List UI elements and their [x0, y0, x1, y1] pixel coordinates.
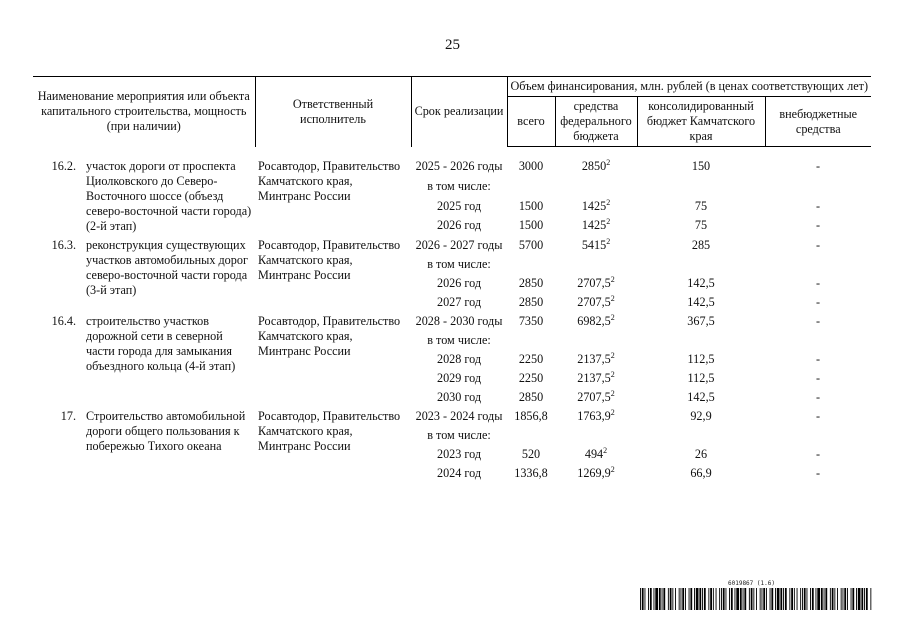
footnote-marker: 2	[603, 445, 608, 455]
item-responsible: Росавтодор, Правительство Камчатского края, Минтранс России	[258, 238, 401, 282]
total-cell: 1336,8	[514, 466, 548, 480]
header-responsible: Ответственный исполнитель	[255, 77, 411, 147]
total-cell: 520	[521, 447, 541, 461]
federal-cell	[555, 426, 637, 445]
federal-value: 2707,5	[577, 276, 611, 290]
total-cell	[507, 177, 555, 197]
regional-cell	[637, 426, 765, 445]
footnote-marker: 2	[606, 157, 611, 167]
extra-cell: -	[815, 295, 821, 309]
extra-cell: -	[815, 390, 821, 404]
period-cell: 2028 год	[436, 352, 482, 366]
federal-cell	[555, 445, 637, 464]
extra-cell: -	[815, 198, 821, 213]
item-responsible: Росавтодор, Правительство Камчатского края, Минтранс России	[258, 314, 401, 358]
item-number: 16.4.	[51, 314, 76, 328]
footnote-marker: 2	[606, 217, 611, 227]
header-financing: Объем финансирования, млн. рублей (в ценах соответствующих лет)	[507, 77, 871, 97]
period-cell: в том числе:	[427, 333, 491, 347]
regional-cell: 112,5	[687, 352, 715, 366]
total-cell	[507, 331, 555, 350]
financing-table-wrap	[33, 76, 871, 483]
federal-value: 2707,5	[577, 390, 611, 404]
federal-cell	[555, 197, 637, 217]
total-cell: 2250	[518, 352, 544, 366]
extra-cell	[765, 255, 871, 274]
footnote-marker: 2	[610, 407, 615, 417]
footnote-marker: 2	[606, 197, 611, 207]
item-number: 17.	[60, 409, 76, 423]
federal-value: 2137,5	[577, 352, 611, 366]
footnote-marker: 2	[610, 312, 615, 322]
period-cell: 2029 год	[436, 371, 482, 385]
federal-cell	[555, 350, 637, 369]
header-federal: средства федерального бюджета	[555, 97, 637, 147]
regional-cell: 112,5	[687, 371, 715, 385]
total-cell	[507, 255, 555, 274]
federal-value: 1425	[581, 198, 607, 213]
federal-value: 2137,5	[577, 371, 611, 385]
header-total: всего	[507, 97, 555, 147]
regional-cell: 66,9	[690, 466, 712, 480]
period-cell: в том числе:	[427, 178, 491, 193]
footnote-marker: 2	[610, 369, 615, 379]
table-row	[33, 157, 871, 177]
footnote-marker: 2	[610, 293, 615, 303]
federal-cell	[555, 236, 637, 255]
regional-cell	[637, 331, 765, 350]
item-cell	[33, 157, 255, 236]
federal-cell	[555, 274, 637, 293]
extra-cell	[765, 426, 871, 445]
extra-cell: -	[815, 371, 821, 385]
regional-cell	[637, 177, 765, 197]
header-name: Наименование мероприятия или объекта капитального строительства, мощность (при наличии)	[33, 77, 255, 147]
federal-value: 494	[584, 447, 604, 461]
period-cell: 2028 - 2030 годы	[415, 314, 503, 328]
item-number: 16.3.	[51, 238, 76, 252]
item-name: участок дороги от проспекта Циолковского до Северо-Восточного шоссе (объезд северо-восточной части города) (2-й этап)	[86, 159, 252, 233]
federal-cell	[555, 216, 637, 236]
footnote-marker: 2	[610, 350, 615, 360]
regional-cell: 75	[694, 198, 708, 213]
extra-cell: -	[815, 352, 821, 366]
total-cell: 2250	[518, 371, 544, 385]
period-cell: в том числе:	[427, 428, 491, 442]
regional-cell: 150	[691, 159, 711, 173]
total-cell: 5700	[518, 238, 544, 252]
period-cell: 2026 - 2027 годы	[415, 238, 503, 252]
federal-value: 2850	[581, 159, 607, 173]
period-cell: 2027 год	[436, 295, 482, 309]
regional-cell: 367,5	[687, 314, 715, 328]
extra-cell: -	[815, 218, 821, 233]
item-cell	[33, 312, 255, 407]
regional-cell: 142,5	[687, 276, 715, 290]
regional-cell: 142,5	[687, 295, 715, 309]
period-cell: 2025 - 2026 годы	[415, 159, 503, 173]
period-cell: 2030 год	[436, 390, 482, 404]
page-number: 25	[445, 37, 460, 53]
footnote-marker: 2	[606, 236, 611, 246]
item-responsible: Росавтодор, Правительство Камчатского края, Минтранс России	[258, 159, 401, 203]
item-name: строительство участков дорожной сети в северной части города для замыкания объездного кольца (4-й этап)	[86, 314, 236, 373]
table-row	[33, 236, 871, 255]
federal-cell	[555, 407, 637, 426]
barcode-label: 6019867 (1.6)	[728, 580, 775, 587]
regional-cell	[637, 255, 765, 274]
regional-cell: 92,9	[690, 409, 712, 423]
table-row	[33, 407, 871, 426]
table-row	[33, 312, 871, 331]
federal-value: 5415	[581, 238, 607, 252]
federal-cell	[555, 157, 637, 177]
footnote-marker: 2	[610, 464, 615, 474]
period-cell: 2024 год	[436, 466, 482, 480]
extra-cell: -	[815, 466, 821, 480]
table-header	[33, 77, 871, 147]
total-cell: 7350	[518, 314, 544, 328]
federal-cell	[555, 293, 637, 312]
total-cell: 1500	[518, 218, 544, 233]
header-period: Срок реализации	[411, 77, 507, 147]
federal-cell	[555, 464, 637, 483]
regional-cell: 142,5	[687, 390, 715, 404]
total-cell: 2850	[518, 276, 544, 290]
period-cell: 2026 год	[436, 276, 482, 290]
total-cell	[507, 426, 555, 445]
federal-value: 1763,9	[577, 409, 611, 423]
footnote-marker: 2	[610, 388, 615, 398]
period-cell: 2023 - 2024 годы	[415, 409, 503, 423]
period-cell: 2026 год	[436, 218, 482, 233]
item-responsible: Росавтодор, Правительство Камчатского края, Минтранс России	[258, 409, 401, 453]
total-cell: 1500	[518, 198, 544, 213]
federal-cell	[555, 312, 637, 331]
item-number: 16.2.	[51, 159, 76, 173]
item-cell	[33, 407, 255, 483]
header-extra: внебюджетные средства	[765, 97, 871, 147]
header-regional: консолидированный бюджет Камчатского края	[637, 97, 765, 147]
federal-cell	[555, 388, 637, 407]
federal-cell	[555, 369, 637, 388]
total-cell: 1856,8	[514, 409, 548, 423]
regional-cell: 285	[691, 238, 711, 252]
extra-cell: -	[815, 238, 821, 252]
total-cell: 3000	[518, 159, 544, 173]
extra-cell: -	[815, 409, 821, 423]
extra-cell: -	[815, 159, 821, 173]
regional-cell: 26	[694, 447, 708, 461]
federal-value: 1425	[581, 218, 607, 233]
item-name: реконструкция существующих участков автомобильных дорог северо-восточной части города (3-й этап)	[86, 238, 248, 297]
extra-cell: -	[815, 314, 821, 328]
federal-value: 2707,5	[577, 295, 611, 309]
period-cell: 2025 год	[436, 198, 482, 213]
total-cell: 2850	[518, 295, 544, 309]
footnote-marker: 2	[610, 274, 615, 284]
period-cell: 2023 год	[436, 447, 482, 461]
extra-cell	[765, 177, 871, 197]
extra-cell	[765, 331, 871, 350]
table-body	[33, 147, 871, 484]
federal-value: 6982,5	[577, 314, 611, 328]
extra-cell: -	[815, 276, 821, 290]
total-cell: 2850	[518, 390, 544, 404]
regional-cell: 75	[694, 218, 708, 233]
barcode-image	[640, 588, 872, 610]
item-cell	[33, 236, 255, 312]
item-name: Строительство автомобильной дороги общего пользования к побережью Тихого океана	[86, 409, 246, 453]
period-cell: в том числе:	[427, 257, 491, 271]
federal-value: 1269,9	[577, 466, 611, 480]
federal-cell	[555, 255, 637, 274]
financing-table	[33, 76, 871, 483]
federal-cell	[555, 177, 637, 197]
federal-cell	[555, 331, 637, 350]
extra-cell: -	[815, 447, 821, 461]
